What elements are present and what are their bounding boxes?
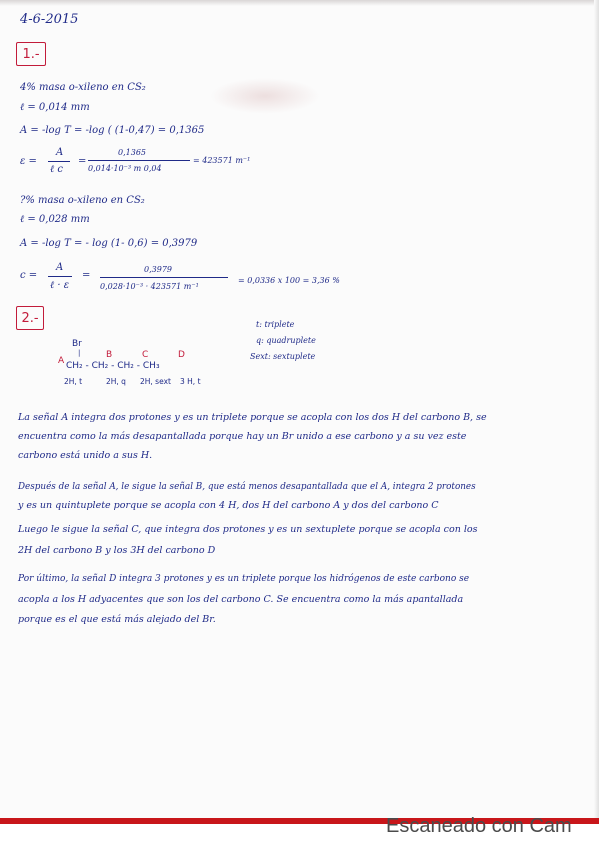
q1-b-c-num2: 0,3979 xyxy=(144,265,172,274)
q1-a-eps-den1: ℓ c xyxy=(50,164,63,175)
q1-b-c-frac2-bar xyxy=(100,277,228,278)
q1-a-eps-num1: A xyxy=(56,147,64,158)
mol-letter-b: B xyxy=(106,350,113,360)
mol-mult-a: 2H, t xyxy=(64,377,83,386)
q1-b-c-den2: 0,028·10⁻³ · 423571 m⁻¹ xyxy=(100,282,199,291)
para-2-line-2: y es un quintuplete porque se acopla con 4 H, dos H del carbono A y dos del carbono C xyxy=(18,500,439,511)
q1-b-line1: ?% masa o-xileno en CS₂ xyxy=(20,195,145,206)
q1-a-eps-den2: 0,014·10⁻³ m 0,04 xyxy=(88,164,162,173)
q1-a-eps-lhs: ε = xyxy=(20,156,37,167)
q1-b-line2: ℓ = 0,028 mm xyxy=(20,214,90,225)
mol-letter-d: D xyxy=(178,350,185,360)
legend-triplete: t: triplete xyxy=(256,320,295,329)
q1-b-c-lhs: c = xyxy=(20,270,38,281)
para-4-line-3: porque es el que está más alejado del Br. xyxy=(18,614,216,625)
mol-mult-d: 3 H, t xyxy=(180,377,201,386)
q1-a-line3: A = -log T = -log ( (1-0,47) = 0,1365 xyxy=(20,125,205,136)
para-1-line-3: carbono está unido a sus H. xyxy=(18,450,153,461)
scanner-watermark: Escaneado con Cam xyxy=(386,815,572,837)
mol-bond-vertical: | xyxy=(78,349,81,357)
q1-b-c-num1: A xyxy=(56,262,64,273)
para-4-line-2: acopla a los H adyacentes que son los del carbono C. Se encuentra como la más apantallada xyxy=(18,594,464,605)
q1-a-line2: ℓ = 0,014 mm xyxy=(20,102,90,113)
q1-a-eps-num2: 0,1365 xyxy=(118,148,146,157)
q1-a-eps-frac1-bar xyxy=(48,161,70,162)
q1-b-c-frac1-bar xyxy=(48,276,72,277)
q1-a-eps-result: = 423571 m⁻¹ xyxy=(193,156,251,165)
page-right-edge xyxy=(594,0,599,822)
legend-quadruplete: q: quadruplete xyxy=(256,336,316,345)
para-1-line-1: La señal A integra dos protones y es un triplete porque se acopla con los dos H del carbono B, se xyxy=(18,412,487,423)
mol-letter-a: A xyxy=(58,356,65,366)
q1-a-eps-eq: = xyxy=(78,156,87,167)
q1-b-c-eq: = xyxy=(82,270,91,281)
para-3-line-2: 2H del carbono B y los 3H del carbono D xyxy=(18,545,216,556)
q1-b-line3: A = -log T = - log (1- 0,6) = 0,3979 xyxy=(20,238,198,249)
para-3-line-1: Luego le sigue la señal C, que integra dos protones y es un sextuplete porque se acopla con los xyxy=(18,524,478,535)
page-date: 4-6-2015 xyxy=(20,12,79,27)
para-4-line-1: Por último, la señal D integra 3 protones y es un triplete porque los hidrógenos de este carbono se xyxy=(18,574,470,584)
question-1-label: 1.- xyxy=(16,42,46,66)
ink-bleed-through xyxy=(210,78,320,114)
legend-sextuplete: Sext: sextuplete xyxy=(250,352,316,361)
mol-mult-c: 2H, sext xyxy=(140,377,171,386)
mol-chain: CH₂ - CH₂ - CH₂ - CH₃ xyxy=(66,361,160,371)
question-2-label: 2.- xyxy=(16,306,44,330)
mol-mult-b: 2H, q xyxy=(106,377,126,386)
q1-a-line1: 4% masa o-xileno en CS₂ xyxy=(20,82,146,93)
mol-letter-c: C xyxy=(142,350,149,360)
mol-bromine: Br xyxy=(72,339,82,349)
page-top-edge xyxy=(0,0,599,6)
para-1-line-2: encuentra como la más desapantallada porque hay un Br unido a ese carbono y a su vez este xyxy=(18,431,467,442)
q1-b-c-den1: ℓ · ε xyxy=(50,280,70,291)
para-2-line-1: Después de la señal A, le sigue la señal B, que está menos desapantallada que el A, integra 2 protones xyxy=(18,482,476,492)
q1-b-c-result: = 0,0336 x 100 = 3,36 % xyxy=(238,276,340,285)
q1-a-eps-frac2-bar xyxy=(88,160,190,161)
